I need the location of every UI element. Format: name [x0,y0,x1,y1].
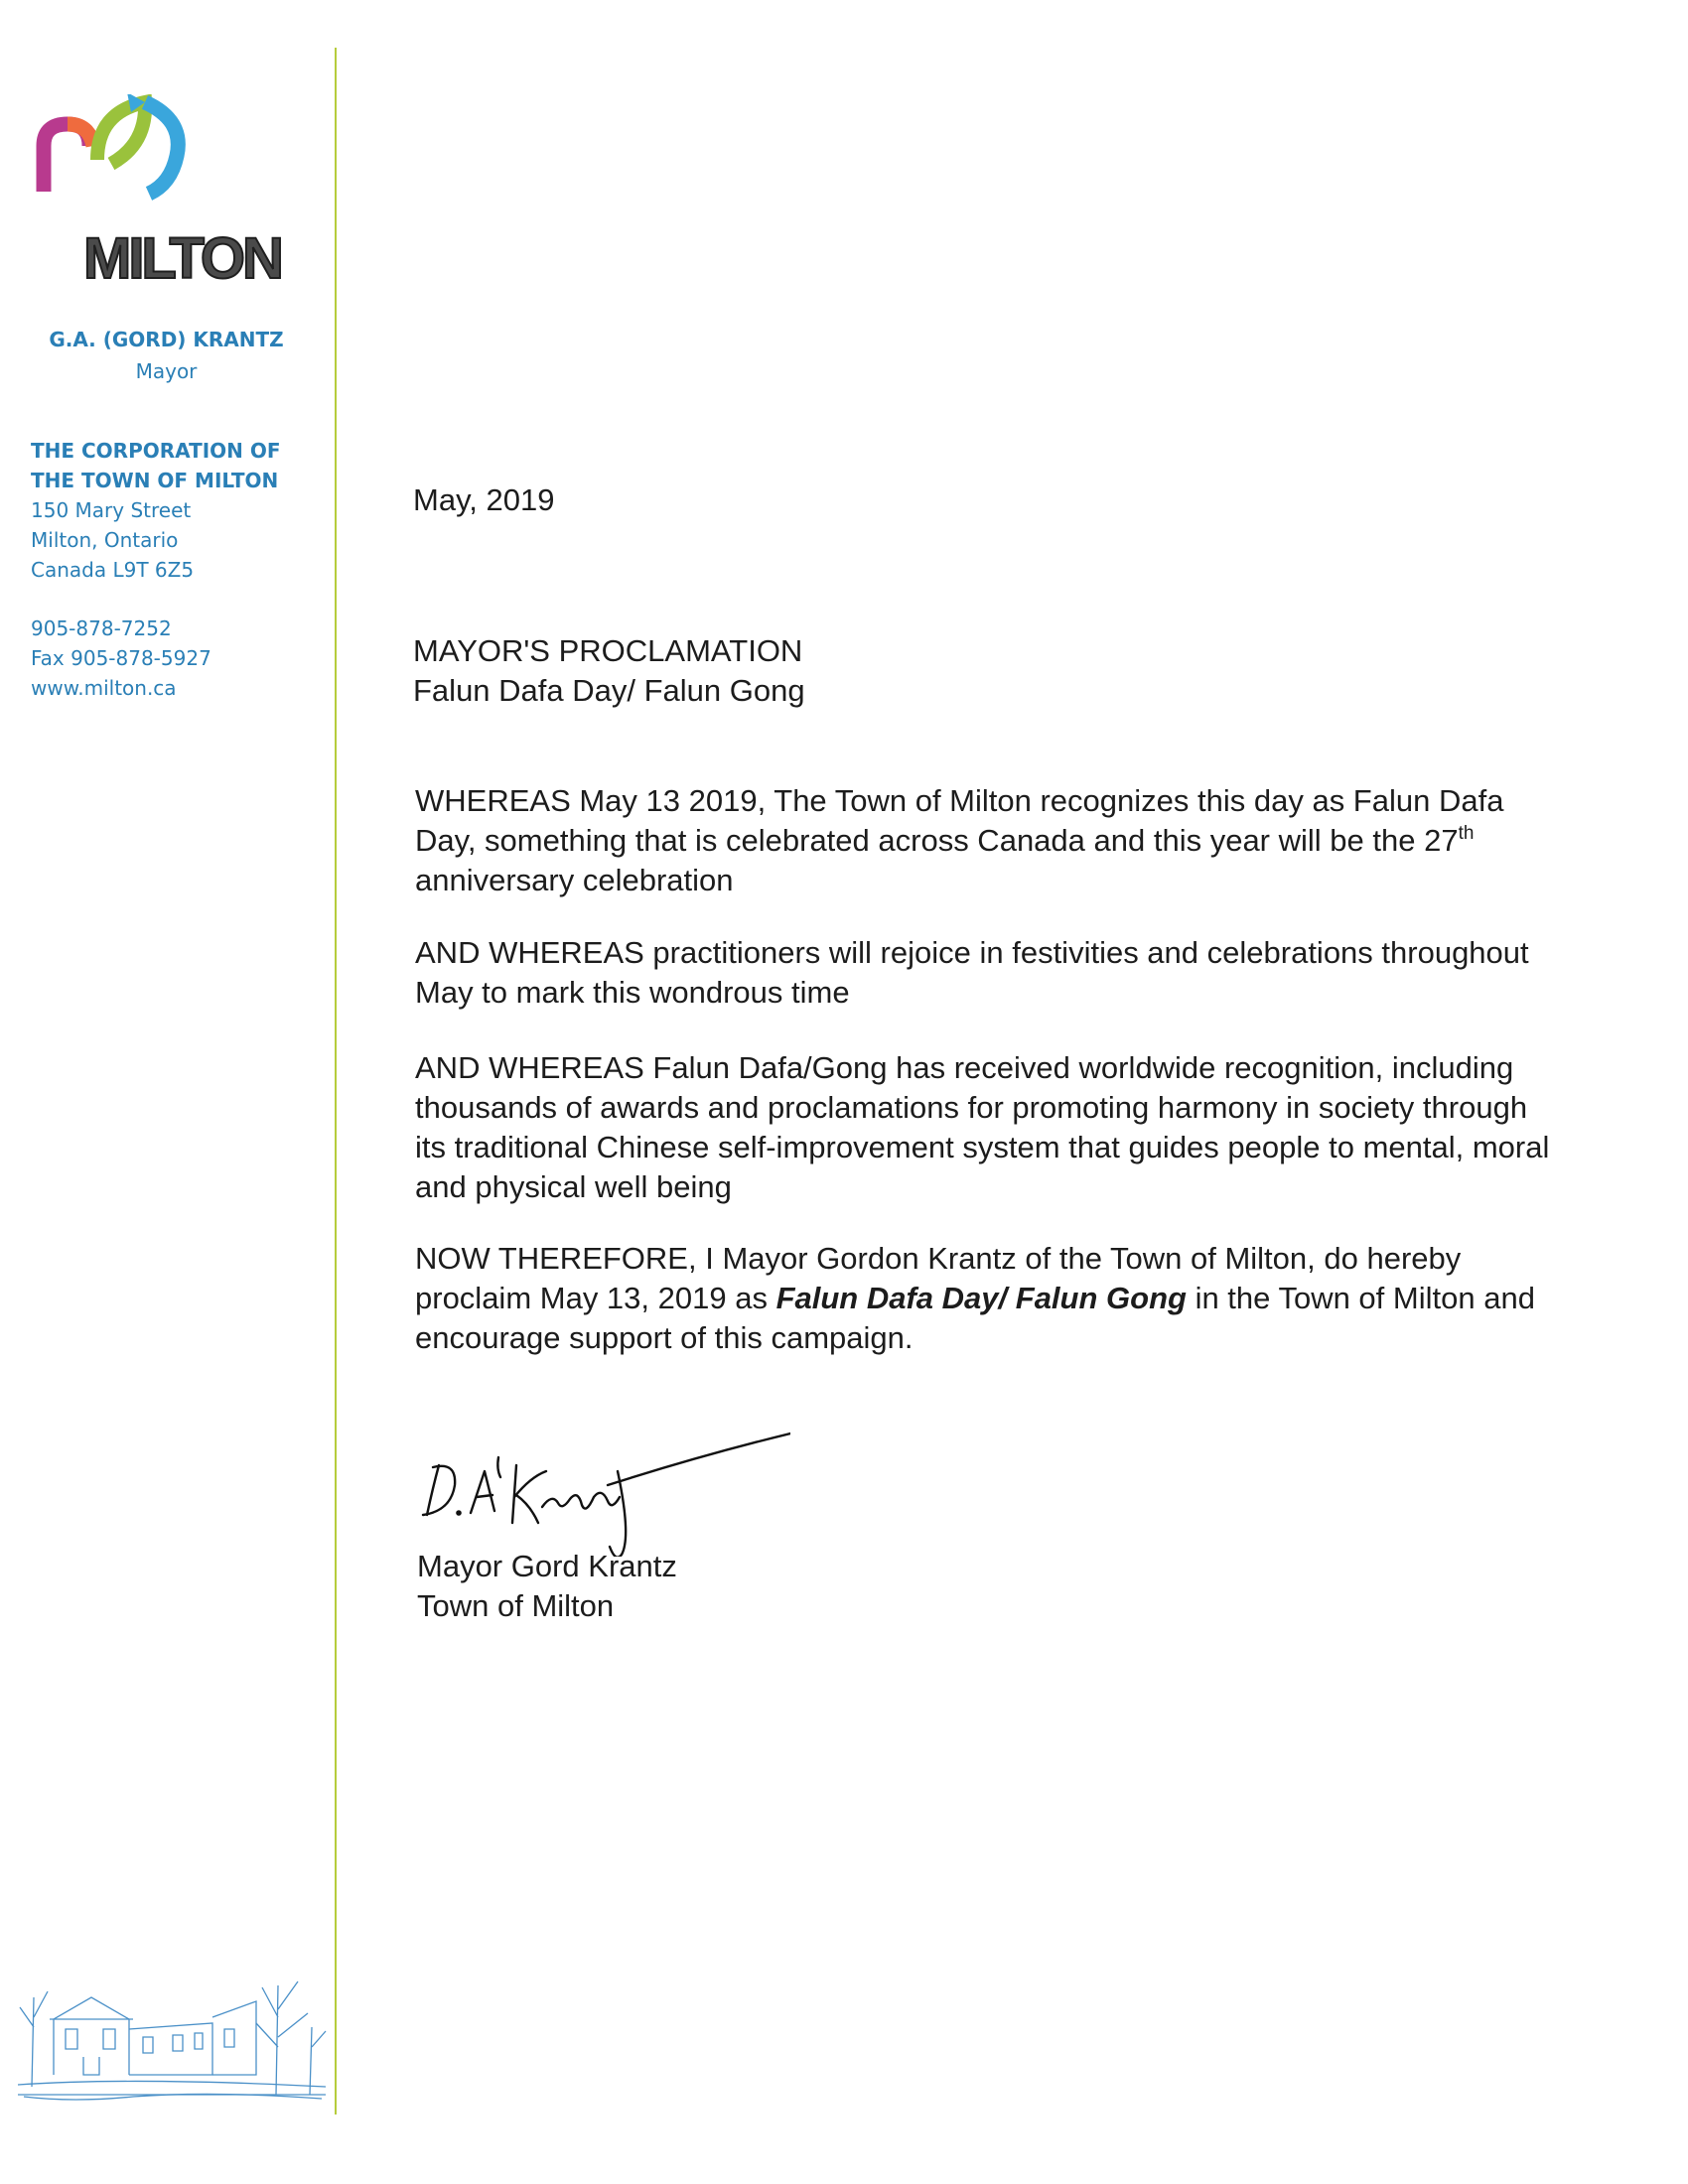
address-line-3: 150 Mary Street [31,498,192,522]
paragraph-4-text-end: in the Town of Milton and encourage support of this campaign. [415,1281,1535,1355]
letter-date: May, 2019 [413,482,555,517]
paragraph-1-text: WHEREAS May 13 2019, The Town of Milton recognizes this day as Falun Dafa Day, something that is celebrated across Canada and this year will be the 27 [415,783,1504,858]
letterhead-sidebar [0,0,338,2184]
heading-subtitle: Falun Dafa Day/ Falun Gong [413,673,805,708]
paragraph-4-text: NOW THEREFORE, I Mayor Gordon Krantz of the Town of Milton, do hereby proclaim May 13, 2019 as [415,1241,1462,1315]
whereas-paragraph-3: AND WHEREAS Falun Dafa/Gong has received worldwide recognition, including thousands of awards and proclamations for promoting harmony in society through its traditional Chinese self-improvement system that guides people to mental, moral and physical well being [415,1050,1550,1204]
address-block [31,436,281,585]
paragraph-1-text-end: anniversary celebration [415,863,734,897]
town-hall-sketch-icon [14,1958,330,2105]
address-line-5: Canada L9T 6Z5 [31,558,195,582]
contact-block [31,614,211,703]
signature-block [417,1547,677,1626]
website-link[interactable]: www.milton.ca [31,676,177,700]
milton-logo-icon [28,94,211,204]
proclaimed-day-name: Falun Dafa Day/ Falun Gong [775,1281,1187,1315]
signatory-organization: Town of Milton [417,1588,615,1623]
address-line-2: THE TOWN OF MILTON [31,469,279,492]
heading-title: MAYOR'S PROCLAMATION [413,633,803,668]
mayor-name: G.A. (GORD) KRANTZ [49,328,284,351]
mayor-title: Mayor [135,359,198,383]
mayor-signature [413,1428,790,1557]
fax-number: Fax 905-878-5927 [31,646,211,670]
phone-number: 905-878-7252 [31,616,172,640]
logo-wordmark: MILTON [83,226,281,291]
signatory-name: Mayor Gord Krantz [417,1549,677,1583]
address-line-1: THE CORPORATION OF [31,439,281,463]
whereas-paragraph-1 [415,781,1557,900]
address-line-4: Milton, Ontario [31,528,179,552]
ordinal-suffix: th [1458,823,1475,844]
vertical-divider [335,48,337,2115]
whereas-paragraph-2: AND WHEREAS practitioners will rejoice in festivities and celebrations throughout May to mark this wondrous time [415,935,1529,1010]
therefore-paragraph [415,1239,1557,1358]
proclamation-heading [413,631,805,711]
